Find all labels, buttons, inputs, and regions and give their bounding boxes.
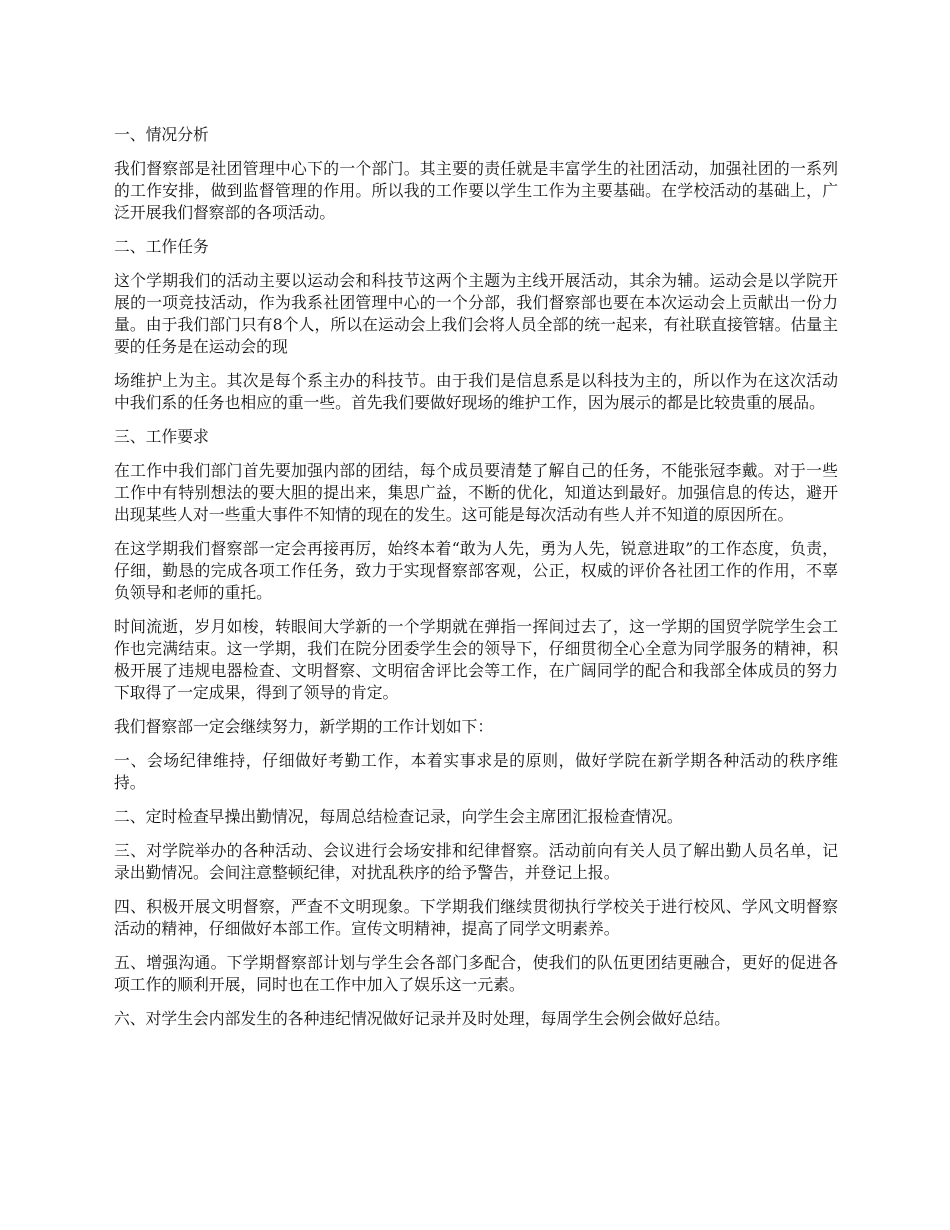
section-heading-work-requirements: 三、工作要求 [114,427,209,446]
plan-item-6: 六、对学生会内部发生的各种违纪情况做好记录并及时处理，每周学生会例会做好总结。 [114,1009,731,1028]
paragraph-department-intro: 我们督察部是社团管理中心下的一个部门。其主要的责任就是丰富学生的社团活动，加强社团的一系列的工作安排，做到监督管理的作用。所以我的工作要以学生工作为主要基础。在学校活动的基础上，广泛开展我们督察部的各项活动。 [114,159,838,222]
paragraph-semester-review: 时间流逝，岁月如梭，转眼间大学新的一个学期就在弹指一挥间过去了，这一学期的国贸学院学生会工作也完满结束。这一学期，我们在院分团委学生会的领导下，仔细贯彻全心全意为同学服务的精神，积极开展了违规电器检查、文明督察、文明宿舍评比会等工作，在广阔同学的配合和我部全体成员的努力下取得了一定成果，得到了领导的肯定。 [114,617,838,702]
plan-item-4: 四、积极开展文明督察，严查不文明现象。下学期我们继续贯彻执行学校关于进行校风、学风文明督察活动的精神，仔细做好本部工作。宣传文明精神，提高了同学文明素养。 [114,897,838,938]
plan-item-1: 一、会场纪律维持，仔细做好考勤工作，本着实事求是的原则，做好学院在新学期各种活动的秩序维持。 [114,751,838,792]
paragraph-tech-festival: 场维护上为主。其次是每个系主办的科技节。由于我们是信息系是以科技为主的，所以作为在这次活动中我们系的任务也相应的重一些。首先我们要做好现场的维护工作，因为展示的都是比较贵重的展品。 [114,371,838,412]
paragraph-work-attitude: 在这学期我们督察部一定会再接再厉，始终本着“敢为人先，勇为人先，锐意进取”的工作态度，负责，仔细，勤恳的完成各项工作任务，致力于实现督察部客观，公正，权威的评价各社团工作的作用，不辜负领导和老师的重托。 [114,539,838,602]
section-heading-work-tasks: 二、工作任务 [114,237,209,256]
document-body [114,124,838,1042]
paragraph-sports-meet: 这个学期我们的活动主要以运动会和科技节这两个主题为主线开展活动，其余为辅。运动会是以学院开展的一项竞技活动，作为我系社团管理中心的一个分部，我们督察部也要在本次运动会上贡献出一份力量。由于我们部门只有8个人，所以在运动会上我们会将人员全部的统一起来，有社联直接管辖。估量主要的任务是在运动会的现 [114,271,838,356]
paragraph-internal-unity: 在工作中我们部门首先要加强内部的团结，每个成员要清楚了解自己的任务，不能张冠李戴。对于一些工作中有特别想法的要大胆的提出来，集思广益，不断的优化，知道达到最好。加强信息的传达，避开出现某些人对一些重大事件不知情的现在的发生。这可能是每次活动有些人并不知道的原因所在。 [114,461,838,524]
paragraph-plan-intro: 我们督察部一定会继续努力，新学期的工作计划如下： [114,717,494,736]
section-heading-situation-analysis: 一、情况分析 [114,125,209,144]
plan-item-3: 三、对学院举办的各种活动、会议进行会场安排和纪律督察。活动前向有关人员了解出勤人员名单，记录出勤情况。会间注意整顿纪律，对扰乱秩序的给予警告，并登记上报。 [114,841,838,882]
plan-item-5: 五、增强沟通。下学期督察部计划与学生会各部门多配合，使我们的队伍更团结更融合，更好的促进各项工作的顺利开展，同时也在工作中加入了娱乐这一元素。 [114,953,838,994]
plan-item-2: 二、定时检查早操出勤情况，每周总结检查记录，向学生会主席团汇报检查情况。 [114,807,683,826]
